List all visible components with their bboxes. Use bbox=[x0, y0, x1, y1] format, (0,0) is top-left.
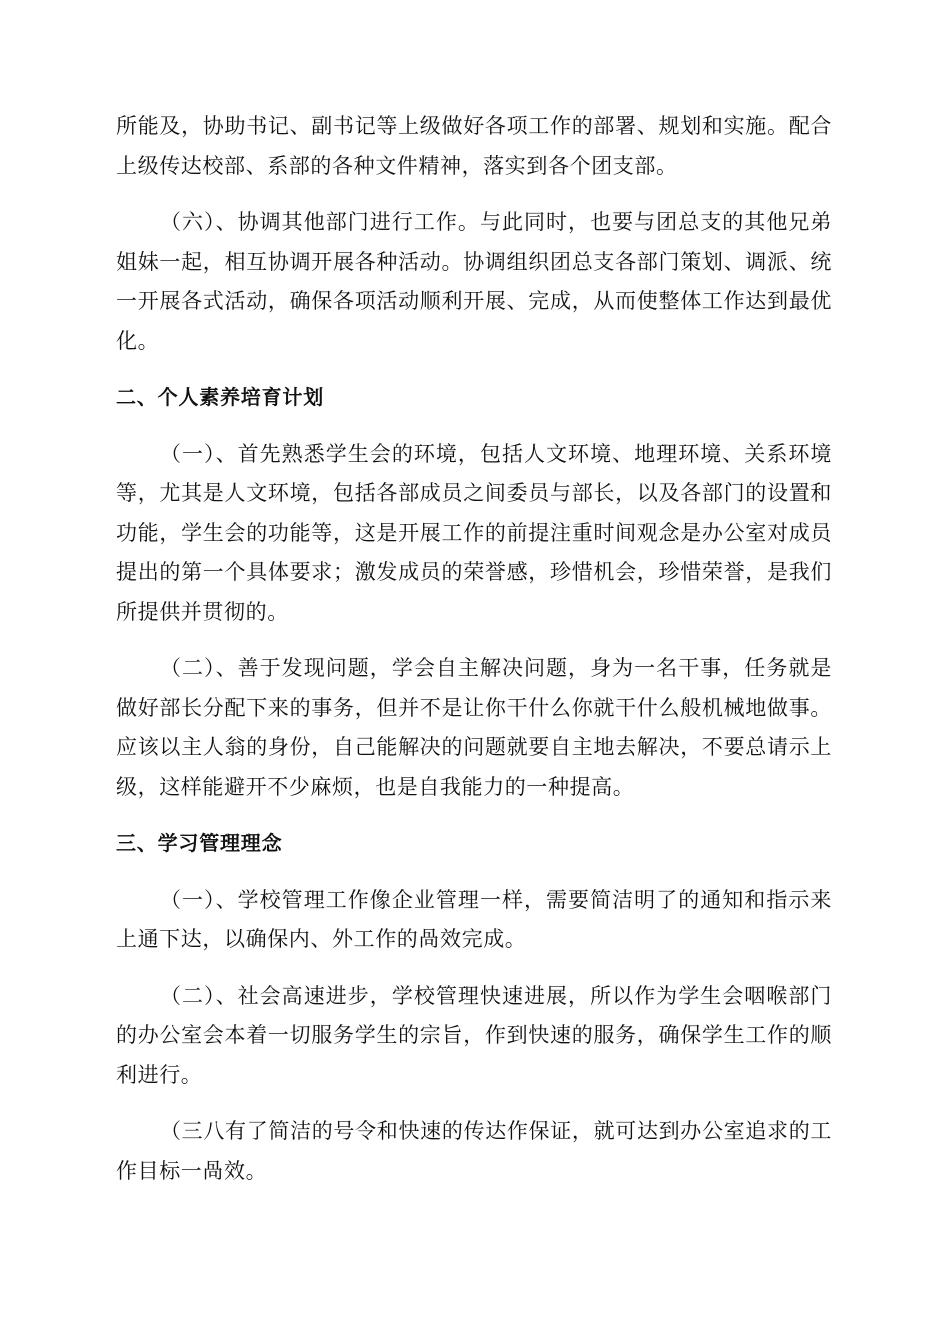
paragraph-continuation: 所能及，协助书记、副书记等上级做好各项工作的部署、规划和实施。配合上级传达校部、系部的各种文件精神，落实到各个团支部。 bbox=[116, 114, 832, 178]
paragraph-item-6-coordinate: （六）、协调其他部门进行工作。与此同时，也要与团总支的其他兄弟姐妹一起，相互协调开展各种活动。协调组织团总支各部门策划、调派、统一开展各式活动，确保各项活动顺利开展、完成，从而使整体工作达到最优化。 bbox=[116, 210, 832, 353]
paragraph-item-2-problem-solving: （二）、善于发现问题，学会自主解决问题，身为一名干事，任务就是做好部长分配下来的事务，但并不是让你干什么你就干什么般机械地做事。应该以主人翁的身份，自己能解决的问题就要自主地去解决，不要总请示上级，这样能避开不少麻烦，也是自我能力的一种提高。 bbox=[116, 656, 832, 799]
section-heading-management-concepts: 三、学习管理理念 bbox=[116, 831, 283, 855]
paragraph-item-1-environment: （一）、首先熟悉学生会的环境，包括人文环境、地理环境、关系环境等，尤其是人文环境，包括各部成员之间委员与部长，以及各部门的设置和功能，学生会的功能等，这是开展工作的前提注重时间观念是办公室对成员提出的第一个具体要求；激发成员的荣誉感，珍惜机会，珍惜荣誉，是我们所提供并贯彻的。 bbox=[116, 441, 832, 624]
paragraph-item-1-management: （一）、学校管理工作像企业管理一样，需要简洁明了的通知和指示来上通下达，以确保内、外工作的咼效完成。 bbox=[116, 887, 832, 951]
paragraph-item-2-progress: （二）、社会高速进步，学校管理快速进展，所以作为学生会咽喉部门的办公室会本着一切服务学生的宗旨，作到快速的服务，确保学生工作的顺利进行。 bbox=[116, 983, 832, 1087]
paragraph-item-3-goal: （三八有了简洁的号令和快速的传达作保证，就可达到办公室追求的工作目标一咼效。 bbox=[116, 1119, 832, 1183]
document-page bbox=[116, 107, 832, 1208]
section-heading-personal-cultivation: 二、个人素养培育计划 bbox=[116, 385, 324, 409]
